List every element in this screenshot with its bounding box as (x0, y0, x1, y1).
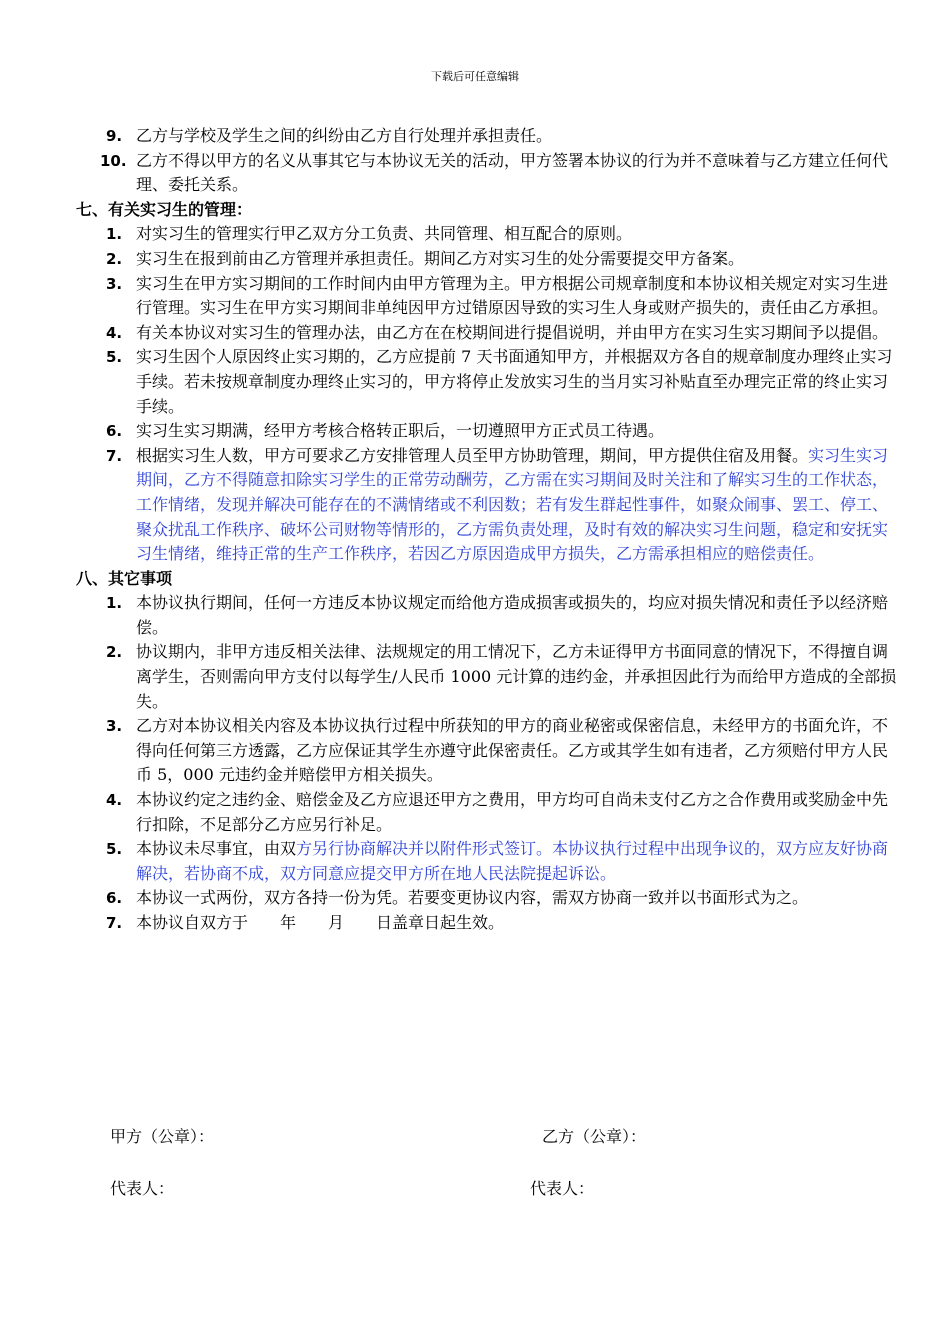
section-7-title: 七、有关实习生的管理： (76, 199, 253, 219)
list-item (78, 788, 898, 837)
item-number: 6. (106, 889, 123, 908)
item-text: 实习生在报到前由乙方管理并承担责任。期间乙方对实习生的处分需要提交甲方备案。 (136, 248, 745, 268)
item-number: 10. (100, 151, 127, 170)
list-item (78, 345, 898, 419)
party-a-representative-label: 代表人： (110, 1179, 175, 1198)
list-item (78, 124, 898, 149)
item-number: 9. (106, 127, 123, 145)
item-number: 1. (106, 594, 123, 613)
list-item (78, 272, 898, 321)
list-item (78, 321, 898, 346)
item-text: 实习生在甲方实习期间的工作时间内由甲方管理为主。甲方根据公司规章制度和本协议相关规定对实习生进行管理。实习生在甲方实习期间非单纯因甲方过错原因导致的实习生人身或财产损失的，责任由乙方承担。 (136, 273, 889, 318)
item-number: 5. (106, 348, 123, 367)
item-text: 乙方不得以甲方的名义从事其它与本协议无关的活动，甲方签署本协议的行为并不意味着与乙方建立任何代理、委托关系。 (136, 150, 889, 195)
list-item (78, 886, 898, 911)
item-text: 本协议执行期间，任何一方违反本协议规定而给他方造成损害或损失的，均应对损失情况和责任予以经济赔偿。 (136, 593, 889, 637)
party-a-seal-label: 甲方（公章）： (110, 1127, 215, 1146)
continued-list (78, 124, 898, 198)
list-item (78, 419, 898, 444)
item-text: 协议期内，非甲方违反相关法律、法规规定的用工情况下，乙方未证得甲方书面同意的情况下，不得擅自调离学生，否则需向甲方支付以每学生/人民币 1000 元计算的违约金，并承担因此行为而给甲方造成的全部损失。 (136, 642, 897, 711)
list-item (78, 911, 898, 936)
item-number: 2. (106, 249, 123, 268)
item-number: 7. (106, 914, 123, 932)
item-text: 乙方与学校及学生之间的纠纷由乙方自行处理并承担责任。 (136, 126, 553, 145)
item-number: 3. (106, 717, 123, 736)
item-text: 有关本协议对实习生的管理办法，由乙方在在校期间进行提倡说明，并由甲方在实习生实习期间予以提倡。 (136, 322, 889, 342)
item-number: 4. (106, 323, 123, 342)
item-number: 2. (106, 643, 123, 662)
item-text: 实习生因个人原因终止实习期的，乙方应提前 7 天书面通知甲方，并根据双方各自的规章制度办理终止实习手续。若未按规章制度办理终止实习的，甲方将停止发放实习生的当月实习补贴直至办理完正常的终止实习手续。 (136, 347, 893, 416)
section-7-list (78, 222, 898, 566)
item-text: 对实习生的管理实行甲乙双方分工负责、共同管理、相互配合的原则。 (136, 224, 633, 244)
item-text: 乙方对本协议相关内容及本协议执行过程中所获知的甲方的商业秘密或保密信息，未经甲方的书面允许，不得向任何第三方透露，乙方应保证其学生亦遵守此保密责任。乙方或其学生如有违者，乙方须赔付甲方人民币 5，000 元违约金并赔偿甲方相关损失。 (136, 716, 889, 785)
party-b-seal-label: 乙方（公章）： (542, 1127, 647, 1146)
item-number: 7. (106, 446, 123, 465)
item-text: 本协议约定之违约金、赔偿金及乙方应退还甲方之费用，甲方均可自尚未支付乙方之合作费用或奖励金中先行扣除，不足部分乙方应另行补足。 (136, 790, 889, 834)
list-item (78, 149, 898, 198)
page-header: 下载后可任意编辑 (431, 70, 519, 83)
list-item (78, 591, 898, 640)
section-8-list (78, 591, 898, 935)
item-text-highlight: 方另行协商解决并以附件形式签订。本协议执行过程中出现争议的，双方应友好协商解决，若协商不成，双方同意应提交甲方所在地人民法院提起诉讼。 (136, 839, 889, 883)
item-number: 3. (106, 274, 123, 293)
item-text: 本协议一式两份，双方各持一份为凭。若要变更协议内容，需双方协商一致并以书面形式为之。 (136, 888, 809, 908)
item-text: 根据实习生人数，甲方可要求乙方安排管理人员至甲方协助管理，期间，甲方提供住宿及用餐。 (136, 445, 809, 465)
section-8-title: 八、其它事项 (76, 568, 173, 588)
item-number: 1. (106, 225, 123, 244)
list-item (78, 222, 898, 247)
item-number: 4. (106, 791, 123, 810)
item-number: 6. (106, 422, 123, 441)
list-item (78, 247, 898, 272)
list-item (78, 444, 898, 567)
list-item (78, 714, 898, 788)
item-number: 5. (106, 840, 123, 859)
list-item (78, 640, 898, 714)
item-text: 实习生实习期满，经甲方考核合格转正职后，一切遵照甲方正式员工待遇。 (136, 421, 665, 441)
item-text: 本协议自双方于 年 月 日盖章日起生效。 (136, 913, 505, 932)
agreement-body (78, 124, 898, 936)
party-b-representative-label: 代表人： (530, 1179, 595, 1198)
item-text-highlight: 实习生实习期间，乙方不得随意扣除实习学生的正常劳动酬劳，乙方需在实习期间及时关注和了解实习生的工作状态，工作情绪，发现并解决可能存在的不满情绪或不利因数；若有发生群起性事件，如聚众闹事、罢工、停工、聚众扰乱工作秩序、破坏公司财物等情形的，乙方需负责处理，及时有效的解决实习生问题，稳定和安抚实习生情绪，维持正常的生产工作秩序，若因乙方原因造成甲方损失，乙方需承担相应的赔偿责任。 (136, 445, 889, 564)
item-text: 本协议未尽事宜，由双 (136, 839, 297, 859)
list-item (78, 837, 898, 886)
